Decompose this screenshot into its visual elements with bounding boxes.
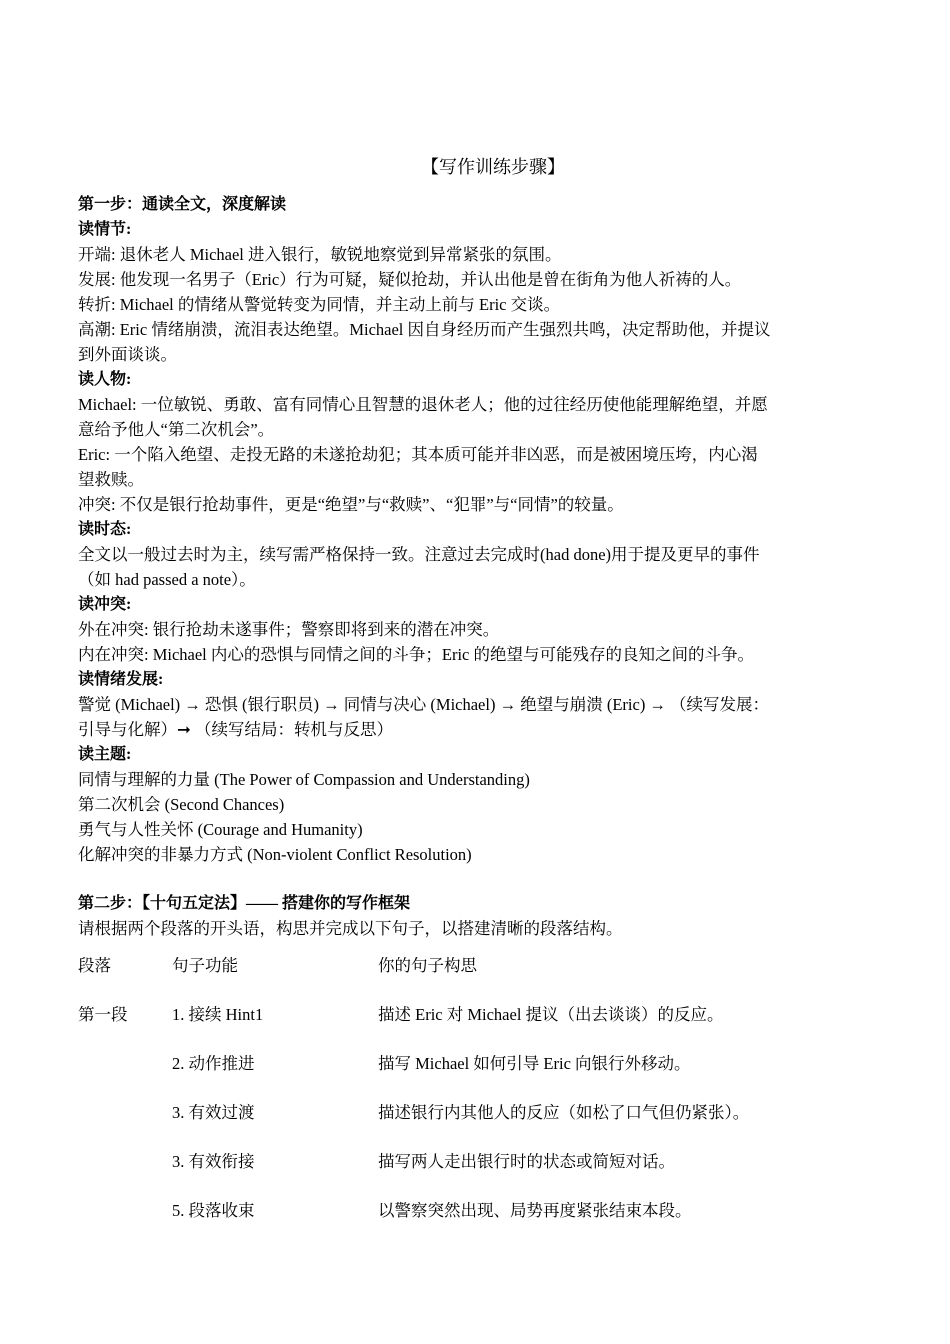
- section-heading-tense: 读时态:: [78, 521, 132, 538]
- section-heading-characters: 读人物:: [78, 371, 132, 388]
- emotion-line: 警觉 (Michael) → 恐惧 (银行职员) → 同情与决心 (Michael) → 绝望与崩溃 (Eric) → （续写发展：: [78, 695, 770, 714]
- row-function: 5. 段落收束: [172, 1201, 255, 1220]
- characters-line: Eric: 一个陷入绝望、走投无路的未遂抢劫犯；其本质可能并非凶恶，而是被困境压垮，内心渴: [78, 445, 758, 464]
- row-function: 1. 接续 Hint1: [172, 1005, 264, 1024]
- conflict-line: 内在冲突: Michael 内心的恐惧与同情之间的斗争；Eric 的绝望与可能残存的良知之间的斗争。: [78, 645, 755, 664]
- framework-row: [78, 1149, 894, 1198]
- row-idea: 描写两人走出银行时的状态或简短对话。: [378, 1152, 675, 1171]
- framework-row: [78, 1100, 894, 1149]
- row-idea: 描述银行内其他人的反应（如松了口气但仍紧张）。: [378, 1103, 750, 1122]
- row-function: 3. 有效衔接: [172, 1152, 255, 1171]
- framework-row: [78, 1051, 894, 1100]
- step2-heading: 第二步：【十句五定法】—— 搭建你的写作框架: [78, 895, 411, 912]
- step2-intro: 请根据两个段落的开头语，构思并完成以下句子，以搭建清晰的段落结构。: [78, 919, 623, 938]
- characters-line: Michael: 一位敏锐、勇敢、富有同情心且智慧的退休老人；他的过往经历使他能理解绝望，并愿: [78, 395, 768, 414]
- section-heading-theme: 读主题:: [78, 746, 132, 763]
- theme-line: 勇气与人性关怀 (Courage and Humanity): [78, 820, 363, 839]
- conflict-line: 外在冲突: 银行抢劫未遂事件；警察即将到来的潜在冲突。: [78, 620, 500, 639]
- plot-line: 到外面谈谈。: [78, 345, 177, 364]
- section-heading-plot: 读情节:: [78, 221, 132, 238]
- column-header-function: 句子功能: [172, 956, 238, 975]
- framework-header-row: [78, 953, 894, 1002]
- row-idea: 以警察突然出现、局势再度紧张结束本段。: [378, 1201, 692, 1220]
- step1-heading: 第一步：通读全文，深度解读: [78, 196, 287, 213]
- section-heading-conflict: 读冲突:: [78, 596, 132, 613]
- framework-row: [78, 1198, 894, 1247]
- theme-line: 化解冲突的非暴力方式 (Non-violent Conflict Resolution): [78, 845, 472, 864]
- plot-line: 发展: 他发现一名男子（Eric）行为可疑，疑似抢劫，并认出他是曾在街角为他人祈祷的人。: [78, 270, 742, 289]
- document-page: [78, 152, 894, 1247]
- characters-line: 冲突: 不仅是银行抢劫事件，更是“绝望”与“救赎”、“犯罪”与“同情”的较量。: [78, 495, 624, 514]
- plot-line: 转折: Michael 的情绪从警觉转变为同情，并主动上前与 Eric 交谈。: [78, 295, 561, 314]
- column-header-paragraph: 段落: [78, 956, 111, 975]
- theme-line: 第二次机会 (Second Chances): [78, 795, 285, 814]
- tense-line: （如 had passed a note）。: [78, 570, 256, 589]
- row-paragraph: 第一段: [78, 1005, 128, 1024]
- characters-line: 意给予他人“第二次机会”。: [78, 420, 275, 439]
- tense-line: 全文以一般过去时为主，续写需严格保持一致。注意过去完成时(had done)用于提及更早的事件: [78, 545, 760, 564]
- section-heading-emotion: 读情绪发展:: [78, 671, 164, 688]
- plot-line: 开端: 退休老人 Michael 进入银行，敏锐地察觉到异常紧张的氛围。: [78, 245, 562, 264]
- plot-line: 高潮: Eric 情绪崩溃，流泪表达绝望。Michael 因自身经历而产生强烈共鸣，决定帮助他，并提议: [78, 320, 771, 339]
- theme-line: 同情与理解的力量 (The Power of Compassion and Understanding): [78, 770, 530, 789]
- row-function: 2. 动作推进: [172, 1054, 255, 1073]
- row-idea: 描述 Eric 对 Michael 提议（出去谈谈）的反应。: [378, 1005, 724, 1024]
- row-function: 3. 有效过渡: [172, 1103, 255, 1122]
- column-header-idea: 你的句子构思: [378, 956, 477, 975]
- framework-row: [78, 1002, 894, 1051]
- document-title: 【写作训练步骤】: [421, 157, 565, 177]
- emotion-line: 引导与化解）➞ （续写结局：转机与反思）: [78, 720, 393, 739]
- characters-line: 望救赎。: [78, 470, 144, 489]
- section-spacer: [78, 867, 894, 891]
- row-idea: 描写 Michael 如何引导 Eric 向银行外移动。: [378, 1054, 691, 1073]
